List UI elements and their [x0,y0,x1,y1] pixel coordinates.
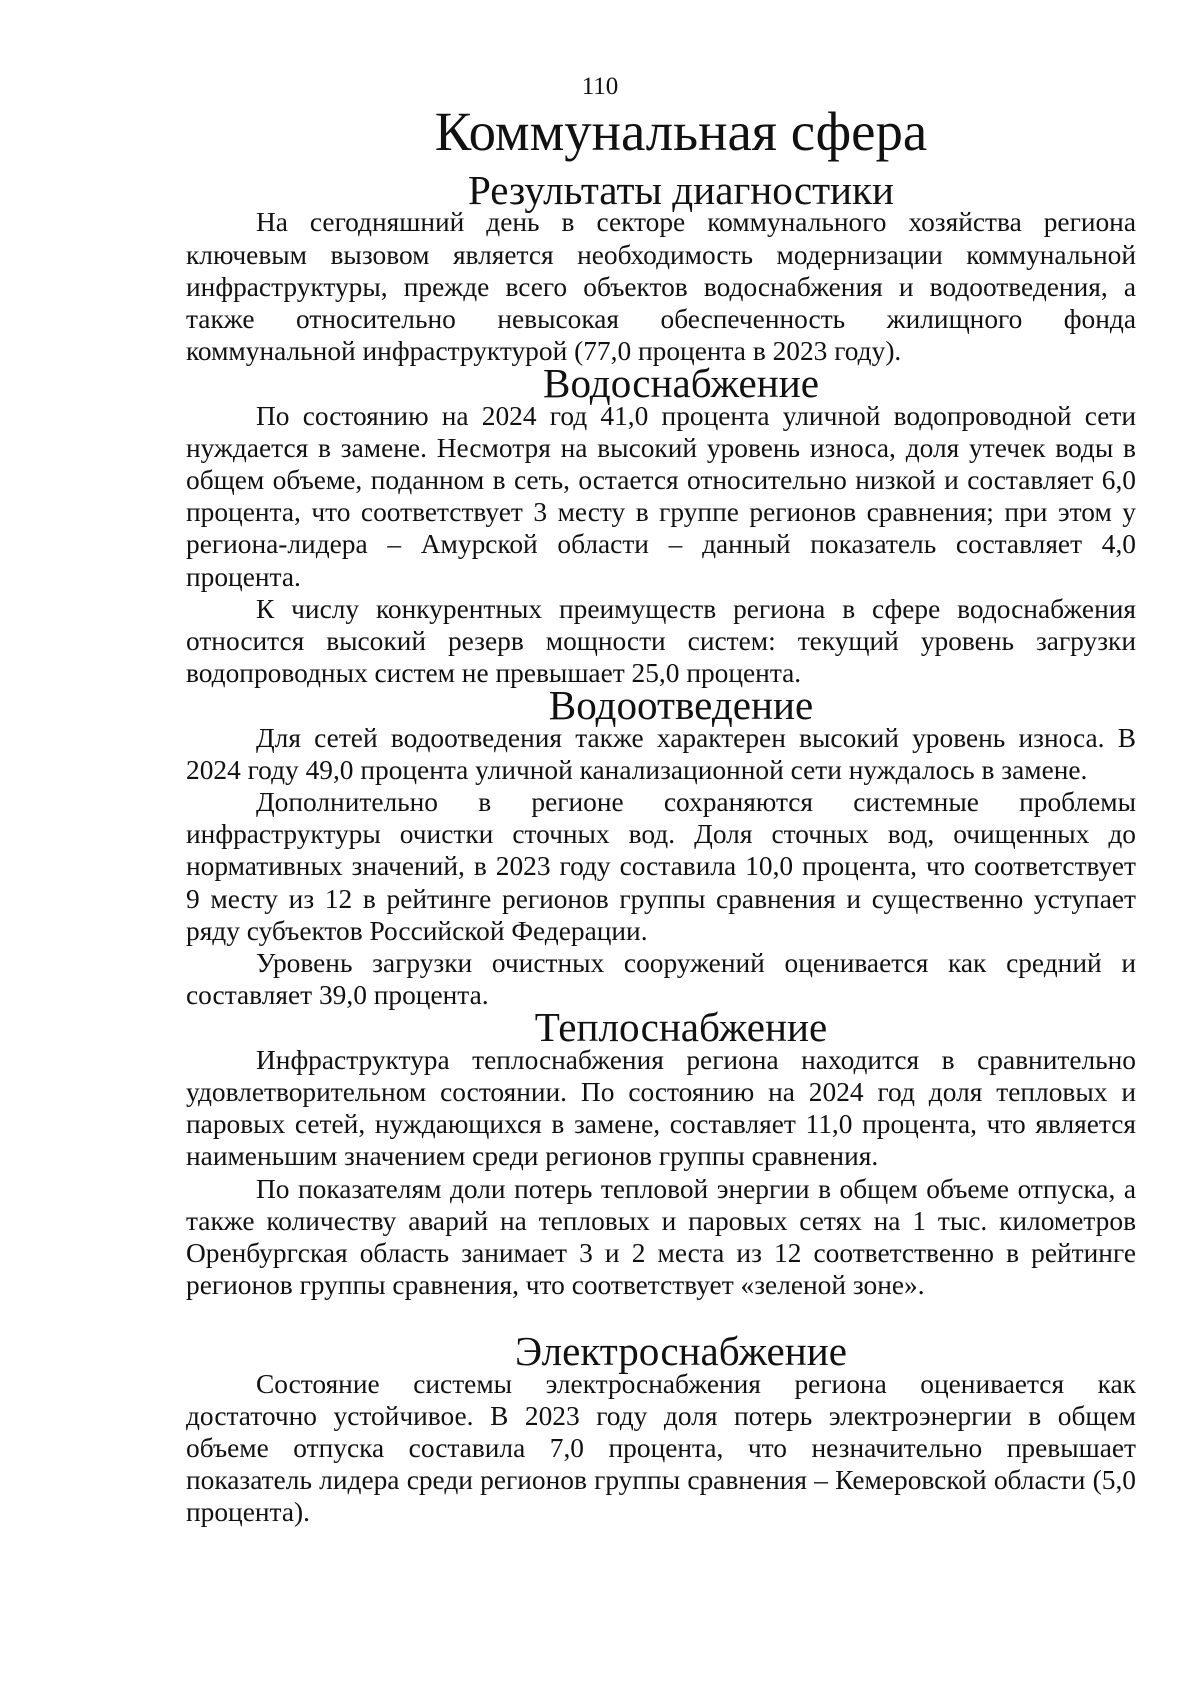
document-body [186,101,1136,1529]
subsection-heading-sewerage: Водоотведение [548,682,814,729]
section-title: Коммунальная сфера [434,101,928,162]
paragraph: Дополнительно в регионе сохраняются системные проблемы инфраструктуры очистки сточных вод. Доля сточных вод, очищенных до нормативных значений, в 2023 году составила 10,0 процента, что соответствует 9 месту из 12 в рейтинге регионов группы сравнения и существенно уступает ряду субъектов Российской Федерации. [186,787,1136,946]
paragraph: Состояние системы электроснабжения региона оценивается как достаточно устойчивое. В 2023 году доля потерь электроэнергии в общем объеме отпуска составила 7,0 процента, что незначительно превышает показатель лидера среди регионов группы сравнения – Кемеровской области (5,0 процента). [186,1368,1136,1528]
paragraph: По состоянию на 2024 год 41,0 процента уличной водопроводной сети нуждается в замене. Несмотря на высокий уровень износа, доля утечек воды в общем объеме, поданном в сеть, остается относительно низкой и составляет 6,0 процента, что соответствует 3 месту в группе регионов сравнения; при этом у региона-лидера – Амурской области – данный показатель составляет 4,0 процента. [186,400,1136,592]
paragraph: К числу конкурентных преимуществ региона в сфере водоснабжения относится высокий резерв мощности систем: текущий уровень загрузки водопроводных систем не превышает 25,0 процента. [186,593,1136,689]
paragraph: По показателям доли потерь тепловой энергии в общем объеме отпуска, а также количеству аварий на тепловых и паровых сетях на 1 тыс. километров Оренбургская область занимает 3 и 2 места из 12 соответственно в рейтинге регионов группы сравнения, что соответствует «зеленой зоне». [186,1173,1136,1301]
subsection-heading-water-supply: Водоснабжение [543,360,819,407]
paragraph: Инфраструктура теплоснабжения региона находится в сравнительно удовлетворительном состоянии. По состоянию на 2024 год доля тепловых и паровых сетей, нуждающихся в замене, составляет 11,0 процента, что является наименьшим значением среди регионов группы сравнения. [186,1044,1136,1172]
subsection-heading-power-supply: Электроснабжение [514,1328,847,1375]
paragraph: Уровень загрузки очистных сооружений оценивается как средний и составляет 39,0 процента. [186,948,1136,1011]
subsection-heading-diagnostics: Результаты диагностики [467,167,895,214]
page-number: 110 [581,73,619,100]
paragraph: Для сетей водоотведения также характерен высокий уровень износа. В 2024 году 49,0 процента уличной канализационной сети нуждалось в замене. [186,722,1136,785]
paragraph: На сегодняшний день в секторе коммунального хозяйства региона ключевым вызовом является необходимость модернизации коммунальной инфраструктуры, прежде всего объектов водоснабжения и водоотведения, а также относительно невысокая обеспеченность жилищного фонда коммунальной инфраструктурой (77,0 процента в 2023 году). [186,207,1136,367]
subsection-heading-heat-supply: Теплоснабжение [534,1004,828,1051]
